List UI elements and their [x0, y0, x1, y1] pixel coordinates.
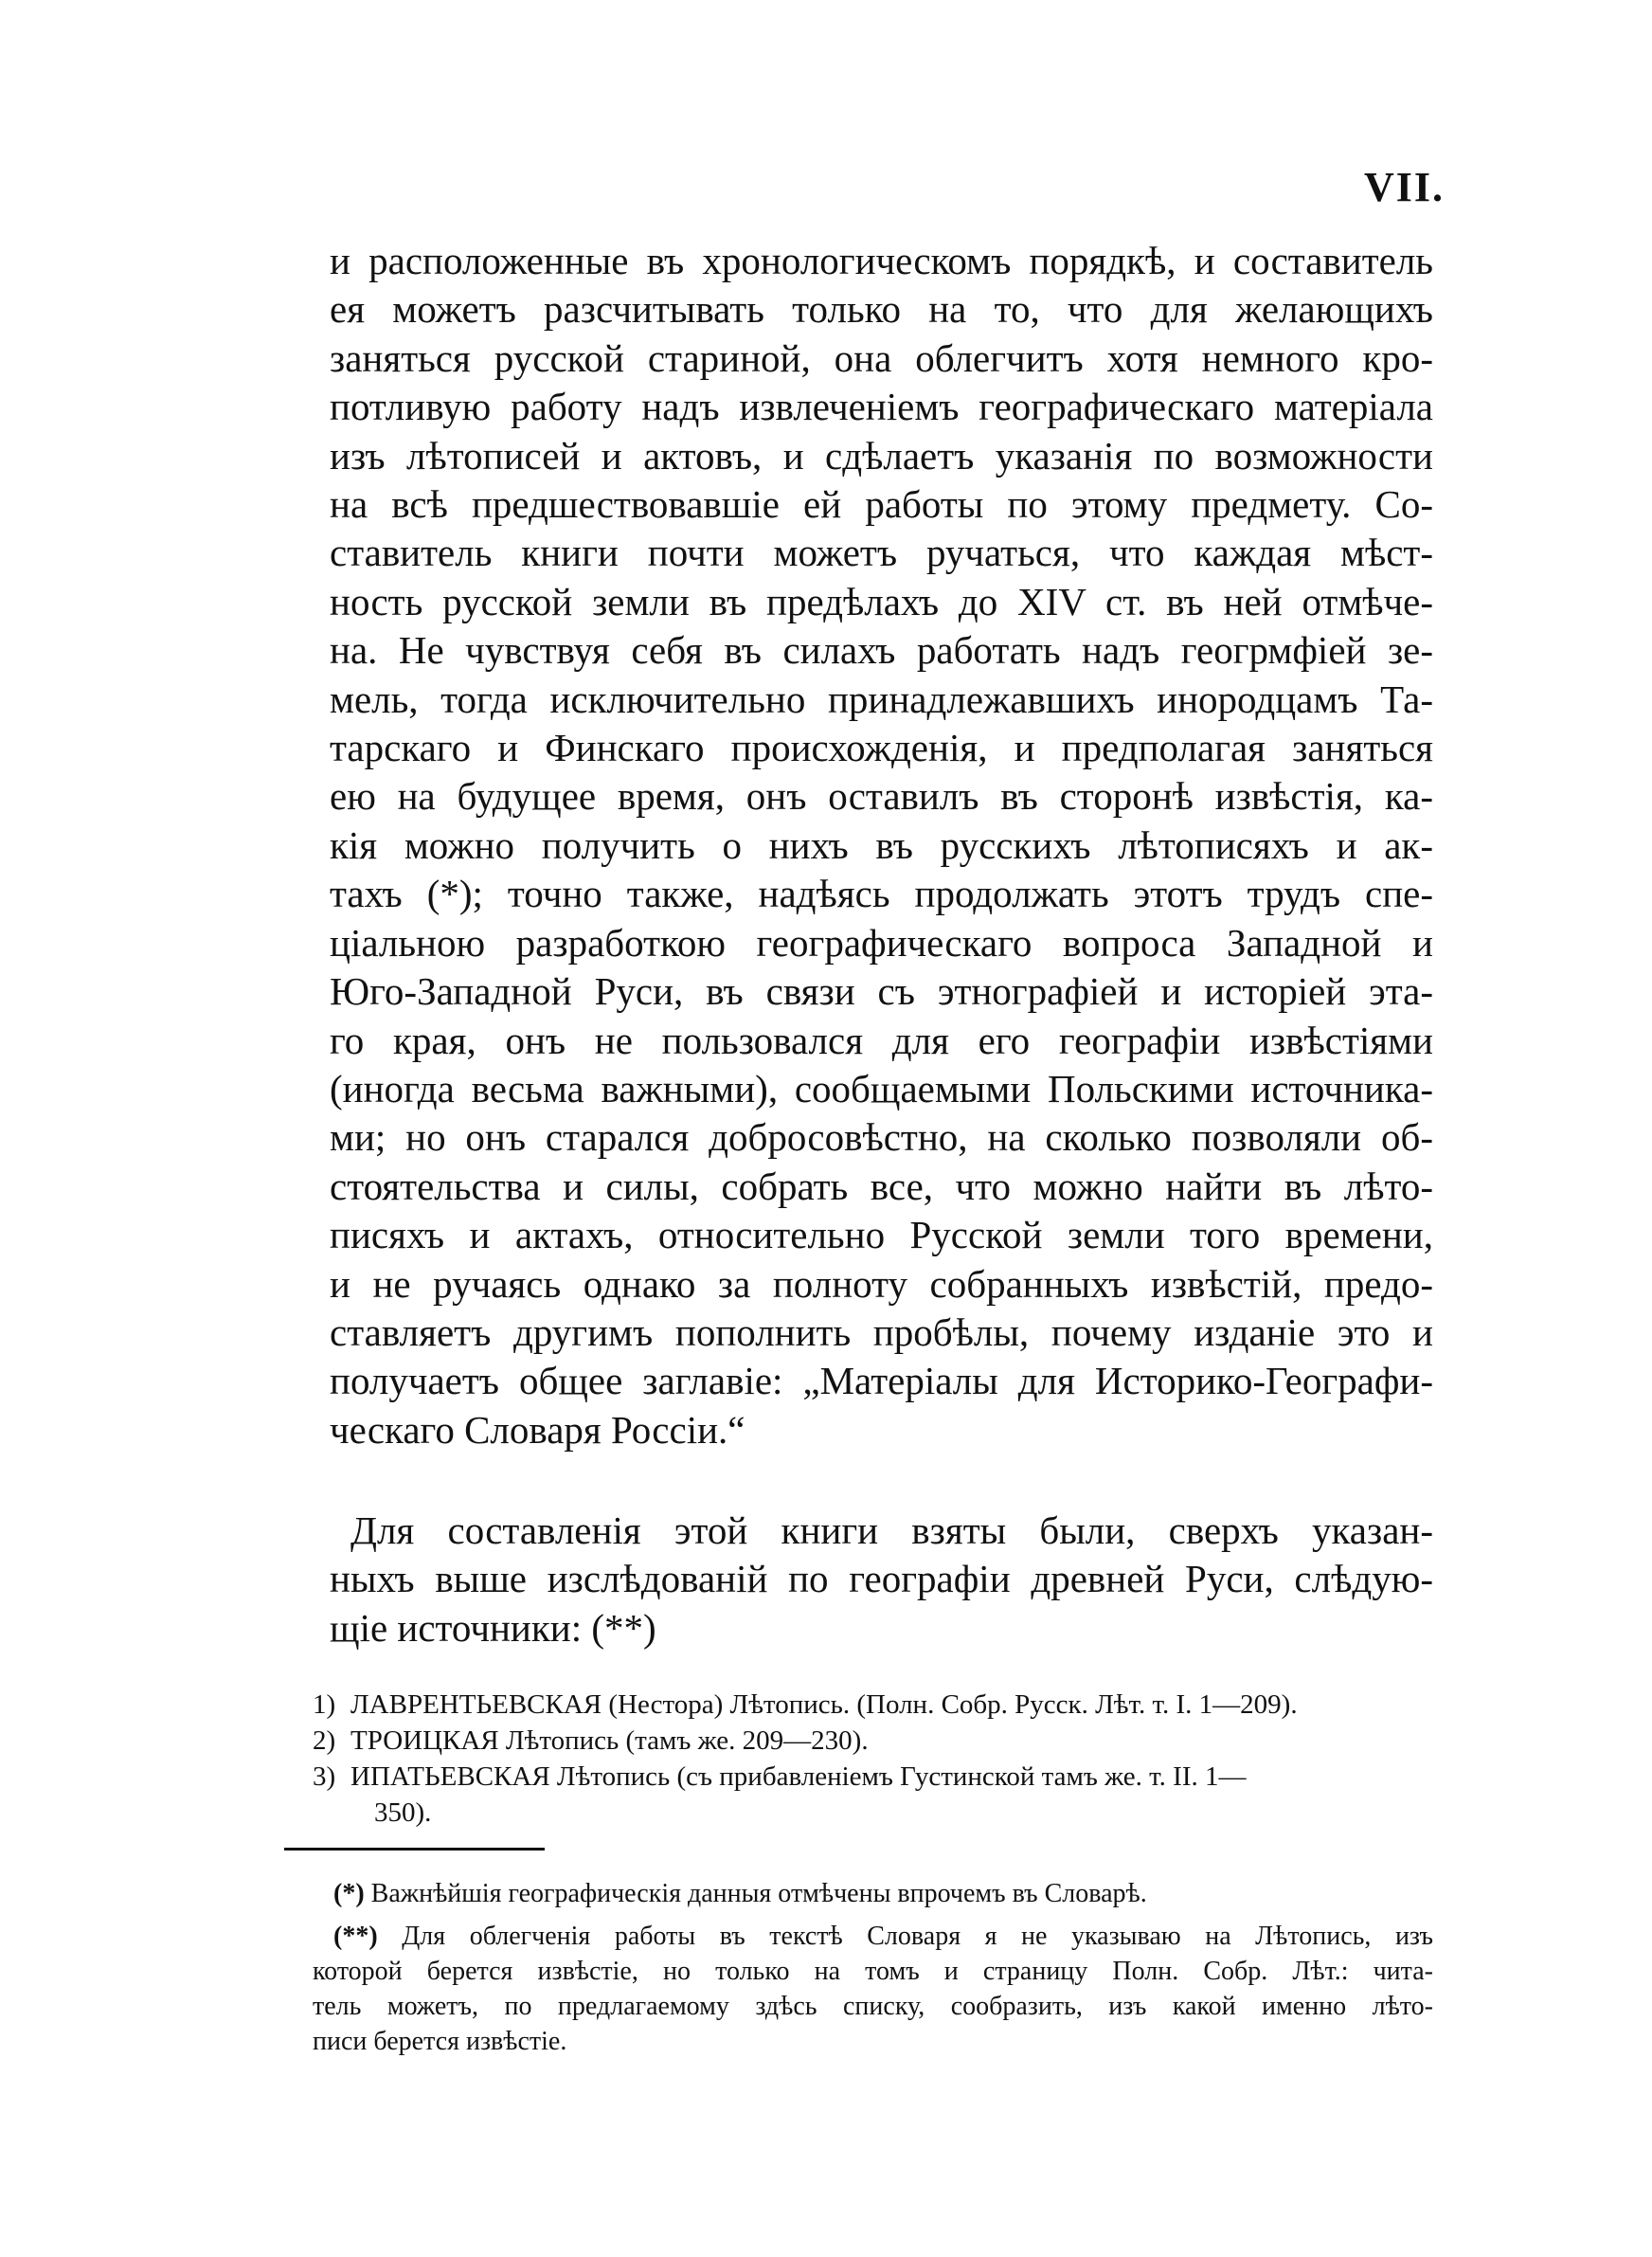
source-text: ЛАВРЕНТЬЕВСКАЯ (Нестора) Лѣтопись. (Полн. Собр. Русск. Лѣт. т. I. 1—209). [350, 1689, 1298, 1720]
text-line: мель, тогда исключительно принадлежавшихъ инородцамъ Та- [330, 677, 1433, 721]
text-line: изъ лѣтописей и актовъ, и сдѣлаетъ указанiя по возможности [330, 433, 1433, 478]
text-line: потливую работу надъ извлеченiемъ географическаго матерiала [330, 385, 1433, 429]
footnotes [313, 1876, 1433, 2067]
footnote-text: Важнѣйшiя географическiя данныя отмѣчены впрочемъ въ Словарѣ. [370, 1879, 1147, 1908]
text-line: Юго-Западной Руси, въ связи съ этнографiей и исторiей эта- [330, 969, 1433, 1014]
footnote-line: тель можетъ, по предлагаемому здѣсь списку, сообразить, изъ какой именно лѣто- [313, 1992, 1433, 2021]
footnote-text: Для облегченiя работы въ текстѣ Словаря я не указываю на Лѣтопись, изъ [402, 1922, 1433, 1951]
source-number: 2) [313, 1725, 336, 1756]
source-item [313, 1723, 1433, 1759]
text-line: тарскаго и Финскаго происхожденiя, и предполагая заняться [330, 726, 1433, 770]
text-line: ставитель книги почти можетъ ручаться, что каждая мѣст- [330, 531, 1433, 575]
source-number: 3) [313, 1761, 336, 1792]
source-text: ИПАТЬЕВСКАЯ Лѣтопись (съ прибавленiемъ Густинской тамъ же. т. II. 1— [350, 1761, 1247, 1792]
text-line: ея можетъ разсчитывать только на то, что для желающихъ [330, 287, 1433, 332]
footnote-marker: (*) [333, 1879, 365, 1908]
source-item [313, 1759, 1433, 1795]
text-line: ныхъ выше изслѣдованiй по географiи древней Руси, слѣдую- [330, 1557, 1433, 1601]
text-line: заняться русской стариной, она облегчитъ хотя немного кро- [330, 335, 1433, 380]
text-line: ми; но онъ старался добросовѣстно, на сколько позволяли об- [330, 1115, 1433, 1160]
text-line: и не ручаясь однако за полноту собранныхъ извѣстiй, предо- [330, 1261, 1433, 1306]
source-number: 1) [313, 1689, 336, 1720]
text-line: кiя можно получить о нихъ въ русскихъ лѣтописяхъ и ак- [330, 822, 1433, 867]
text-line: ческаго Словаря Россiи.“ [330, 1407, 745, 1452]
source-text: ТРОИЦКАЯ Лѣтопись (тамъ же. 209—230). [350, 1725, 869, 1756]
footnote-line: писи берется извѣстiе. [313, 2027, 567, 2056]
sources-list [313, 1687, 1433, 1831]
source-item [313, 1687, 1433, 1723]
footnote [313, 1876, 1433, 1911]
text-line: на всѣ предшествовавшiе ей работы по этому предмету. Со- [330, 482, 1433, 527]
text-line: на. Не чувствуя себя въ силахъ работать надъ геогрмфiей зе- [330, 628, 1433, 673]
text-line: ставляетъ другимъ пополнить пробѣлы, почему изданiе это и [330, 1309, 1433, 1354]
text-line: (иногда весьма важными), сообщаемыми Польскими источника- [330, 1066, 1433, 1110]
text-line: щiе источники: (**) [330, 1605, 656, 1650]
text-line: тахъ (*); точно также, надѣясь продолжать этотъ трудъ спе- [330, 872, 1433, 916]
text-line: Для составленiя этой книги взяты были, сверхъ указан- [350, 1508, 1433, 1552]
text-line: го края, онъ не пользовался для его географiи извѣстiями [330, 1018, 1433, 1062]
text-line: стоятельства и силы, собрать все, что можно найти въ лѣто- [330, 1164, 1433, 1208]
footnote-line [313, 1876, 1433, 1911]
footnote [313, 1919, 1433, 2059]
sources-intro-paragraph [330, 1507, 1433, 1652]
text-line: писяхъ и актахъ, относительно Русской земли того времени, [330, 1213, 1433, 1257]
main-paragraph [330, 237, 1433, 1454]
footnote-line [313, 1919, 1433, 1954]
source-continuation: 350). [374, 1797, 432, 1828]
footnote-divider [284, 1848, 545, 1851]
text-line: получаетъ общее заглавiе: „Матерiалы для Историко-Географи- [330, 1359, 1433, 1403]
text-line: ею на будущее время, онъ оставилъ въ сторонѣ извѣстiя, ка- [330, 774, 1433, 819]
page-number: VII. [1364, 164, 1446, 210]
footnote-line: которой берется извѣстiе, но только на томъ и страницу Полн. Собр. Лѣт.: чита- [313, 1957, 1433, 1986]
text-line: ность русской земли въ предѣлахъ до XIV ст. въ ней отмѣче- [330, 579, 1433, 623]
footnote-marker: (**) [333, 1922, 378, 1951]
text-line: цiальною разработкою географическаго вопроса Западной и [330, 920, 1433, 965]
text-line: и расположенные въ хронологическомъ порядкѣ, и составитель [330, 239, 1433, 282]
